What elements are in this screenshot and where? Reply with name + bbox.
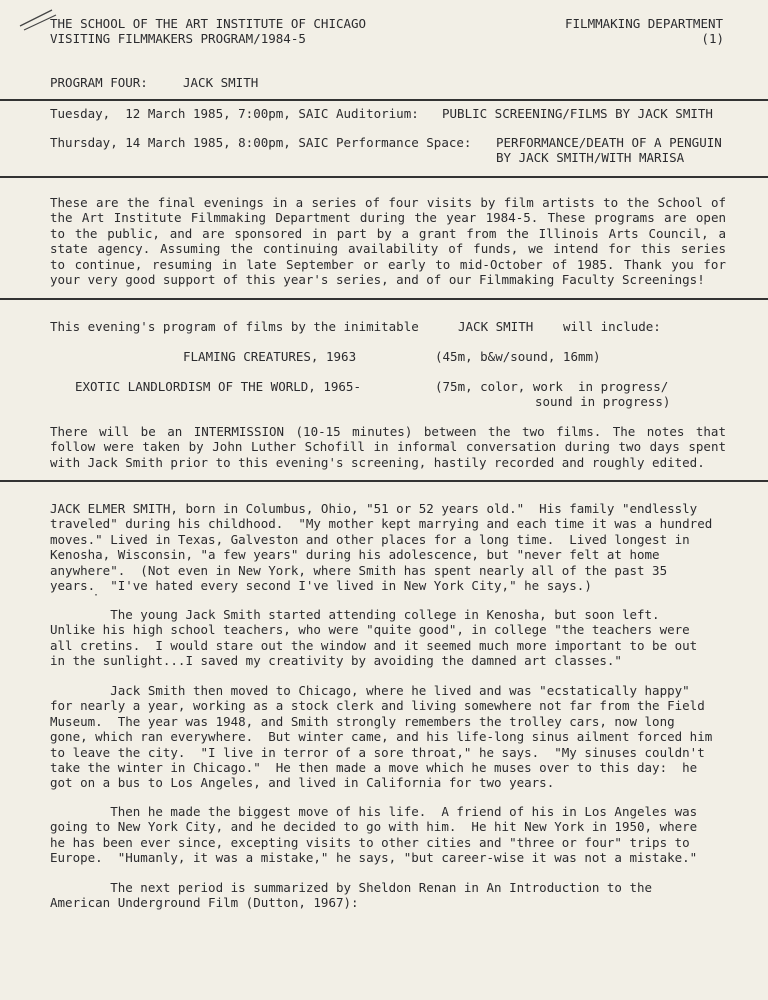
text-line: American Underground Film (Dutton, 1967): [50,895,359,911]
text-line: anywhere". (Not even in New York, where Smith has spent nearly all of the past 35 [50,562,668,578]
text-line: in the sunlight...I saved my creativity by avoiding the damned art classes." [50,653,622,669]
text-line: Jack Smith then moved to Chicago, where he lived and was "ecstatically happy" [50,683,690,698]
film-details-exotic-landlordism: (75m, color, work in progress/ [435,379,669,394]
divider [0,480,768,482]
program-name: JACK SMITH [183,75,259,90]
notes-paragraph-1 [50,501,726,593]
text-line: There will be an INTERMISSION (10-15 minutes) between the two films. The notes that [50,424,726,439]
text-line: going to New York City, and he decided to go with him. He hit New York in 1950, where [50,819,698,835]
notes-paragraph-4 [50,804,726,866]
film-details-exotic-landlordism-2: sound in progress) [535,394,671,409]
text-line: for nearly a year, working as a stock clerk and living somewhere not far from the Field [50,698,705,714]
notes-paragraph-5 [50,880,726,911]
text-line: got on a bus to Los Angeles, and lived in California for two years. [50,775,555,791]
text-line: the Art Institute Filmmaking Department during the year 1984-5. These programs are open [50,210,726,226]
text-line: to the public, and are sponsored in part by a grant from the Illinois Arts Council, a [50,225,726,241]
text-line: Then he made the biggest move of his life. A friend of his in Los Angeles was [50,804,698,819]
intro-paragraph [50,195,726,287]
divider [0,298,768,300]
text-line: with Jack Smith prior to this evening's screening, hastily recorded and roughly edited. [50,454,705,470]
program-series: VISITING FILMMAKERS PROGRAM/1984-5 [50,31,306,46]
divider [0,99,768,101]
text-line: The next period is summarized by Sheldon Renan in An Introduction to the [50,880,653,895]
text-line: to continue, resuming in late September or early to mid-October of 1985. Thank you for [50,256,726,272]
text-line: years. "I've hated every second I've lived in New York City," he says.) [50,578,592,594]
text-line: The young Jack Smith started attending college in Kenosha, but soon left. [50,607,660,622]
event-thursday-when: Thursday, 14 March 1985, 8:00pm, SAIC Performance Space: [50,135,472,150]
event-tuesday-when: Tuesday, 12 March 1985, 7:00pm, SAIC Auditorium: [50,106,419,121]
text-line: state agency. Assuming the continuing availability of funds, we intend for this series [50,241,726,257]
text-line: traveled" during his childhood. "My mother kept marrying and each time it was a hundred [50,516,713,532]
notes-paragraph-2 [50,607,726,669]
text-line: to leave the city. "I live in terror of a sore throat," he says. "My sinuses couldn't [50,744,705,760]
text-line: These are the final evenings in a series of four visits by film artists to the School of [50,195,726,210]
event-tuesday-what: PUBLIC SCREENING/FILMS BY JACK SMITH [442,106,713,121]
notes-paragraph-3 [50,683,726,791]
films-tail: will include: [563,319,661,334]
intermission-paragraph [50,424,726,470]
divider [0,176,768,178]
film-title-exotic-landlordism: EXOTIC LANDLORDISM OF THE WORLD, 1965- [75,379,361,394]
text-line: Kenosha, Wisconsin, "a few years" during his adolescence, but "never felt at home [50,547,660,563]
event-thursday-what-2: BY JACK SMITH/WITH MARISA [496,150,685,165]
films-lead: This evening's program of films by the inimitable [50,319,419,334]
text-line: moves." Lived in Texas, Galveston and other places for a long time. Lived longest in [50,531,690,547]
text-line: Unlike his high school teachers, who were "quite good", in college "the teachers were [50,622,690,638]
text-line: he has been ever since, excepting visits to other cities and "three or four" trips to [50,834,690,850]
event-thursday-what: PERFORMANCE/DEATH OF A PENGUIN [496,135,722,150]
text-line: all cretins. I would stare out the window and it seemed much more important to be out [50,637,698,653]
page-number: (1) [701,31,724,46]
program-label: PROGRAM FOUR: [50,75,148,90]
text-line: follow were taken by John Luther Schofill in informal conversation during two days spent [50,439,726,455]
film-details-flaming-creatures: (45m, b&w/sound, 16mm) [435,349,601,364]
text-line: JACK ELMER SMITH, born in Columbus, Ohio, "51 or 52 years old." His family "endlessly [50,501,698,516]
films-artist: JACK SMITH [458,319,534,334]
department-name: FILMMAKING DEPARTMENT [565,16,724,31]
text-line: Europe. "Humanly, it was a mistake," he says, "but career-wise it was not a mistake." [50,850,698,866]
text-line: your very good support of this year's series, and of our Filmmaking Faculty Screenings! [50,272,705,288]
text-line: Museum. The year was 1948, and Smith strongly remembers the trolley cars, now long [50,713,675,729]
text-line: take the winter in Chicago." He then made a move which he muses over to this day: he [50,760,698,776]
stray-dot: · [93,590,100,601]
school-name: THE SCHOOL OF THE ART INSTITUTE OF CHICAGO [50,16,367,31]
text-line: gone, which ran everywhere. But winter came, and his life-long sinus ailment forced him [50,729,713,745]
film-title-flaming-creatures: FLAMING CREATURES, 1963 [183,349,357,364]
